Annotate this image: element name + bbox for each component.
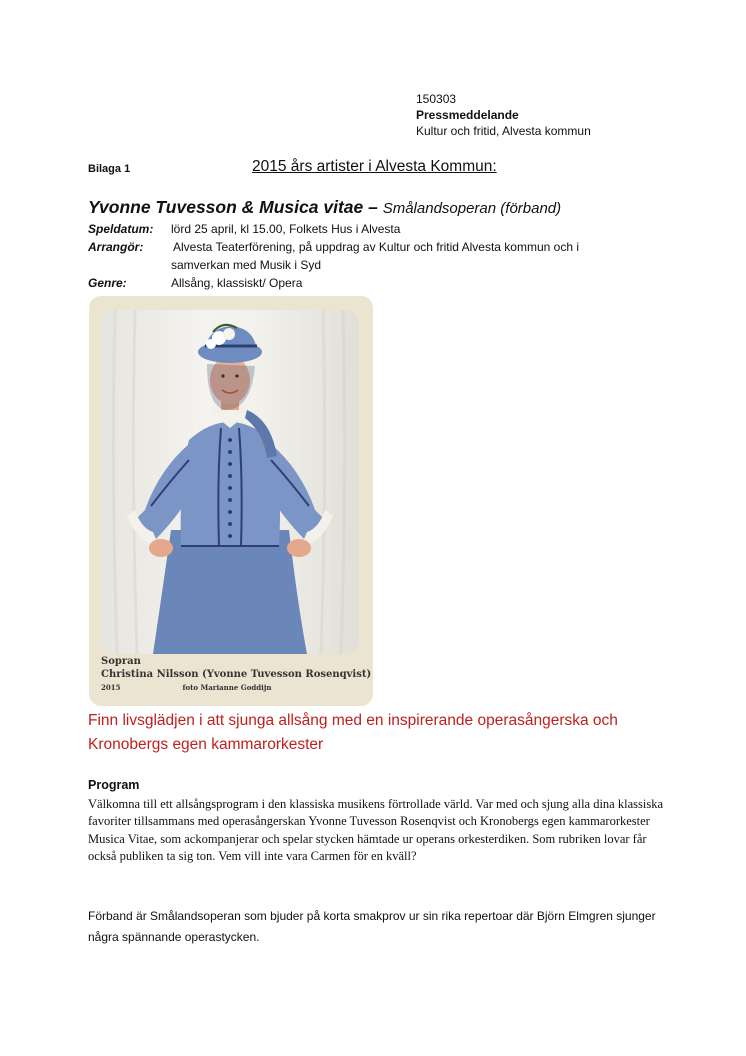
tagline: Finn livsglädjen i att sjunga allsång med en inspirerande operasångerska och Kronobergs egen kammarorkester bbox=[88, 712, 618, 753]
info-row-arrangor-cont bbox=[88, 256, 648, 274]
singer-illustration bbox=[101, 310, 359, 654]
caption-role: Sopran bbox=[101, 656, 141, 667]
caption-credit-line bbox=[101, 681, 371, 694]
info-row-genre bbox=[88, 274, 648, 292]
info-row-arrangor bbox=[88, 238, 648, 256]
info-row-speldatum bbox=[88, 220, 648, 238]
press-org: Kultur och fritid, Alvesta kommun bbox=[416, 124, 591, 138]
press-type: Pressmeddelande bbox=[416, 108, 519, 122]
arrangor-value-cont: samverkan med Musik i Syd bbox=[171, 258, 322, 272]
program-text: Välkomna till ett allsångsprogram i den klassiska musikens förtrollade värld. Var med och sjung alla dina klassiska favoriter tillsammans med operasångerskan Yvonne Tuvesson Rosenqvist och Kronobergs egen kammarorkester Musica Vitae, som ackompanjerar och spelar stycken hämtade ur operans orkesterdiken. Som rubriken lovar får också publiken ta sig ton. Vem vill inte vara Carmen för en kväll? bbox=[88, 797, 663, 864]
photo-card bbox=[89, 296, 373, 706]
bilaga-label: Bilaga 1 bbox=[88, 163, 131, 175]
press-date: 150303 bbox=[416, 92, 457, 106]
caption-credit: foto Marianne Goddijn bbox=[182, 683, 272, 692]
event-info bbox=[88, 220, 648, 292]
event-headline bbox=[88, 197, 561, 218]
caption-name: Christina Nilsson (Yvonne Tuvesson Rosenqvist) bbox=[101, 669, 372, 680]
press-header bbox=[416, 91, 591, 139]
program-heading: Program bbox=[88, 778, 140, 792]
forband-text: Förband är Smålandsoperan som bjuder på korta smakprov ur sin rika repertoar där Björn Elmgren sjunger några spännande operastycken. bbox=[88, 909, 656, 944]
genre-label: Genre: bbox=[88, 276, 127, 290]
photo-caption bbox=[101, 655, 371, 694]
page-title: 2015 års artister i Alvesta Kommun: bbox=[252, 158, 497, 175]
speldatum-value: lörd 25 april, kl 15.00, Folkets Hus i Alvesta bbox=[171, 222, 401, 236]
caption-year: 2015 bbox=[101, 683, 121, 692]
headline-main: Yvonne Tuvesson & Musica vitae – bbox=[88, 197, 378, 217]
speldatum-label: Speldatum: bbox=[88, 222, 154, 236]
genre-value: Allsång, klassiskt/ Opera bbox=[171, 276, 303, 290]
singer-photo bbox=[101, 310, 359, 654]
arrangor-value: Alvesta Teaterförening, på uppdrag av Kultur och fritid Alvesta kommun och i bbox=[173, 240, 580, 254]
headline-sub: Smålandsoperan (förband) bbox=[382, 200, 562, 217]
arrangor-label: Arrangör: bbox=[88, 240, 144, 254]
